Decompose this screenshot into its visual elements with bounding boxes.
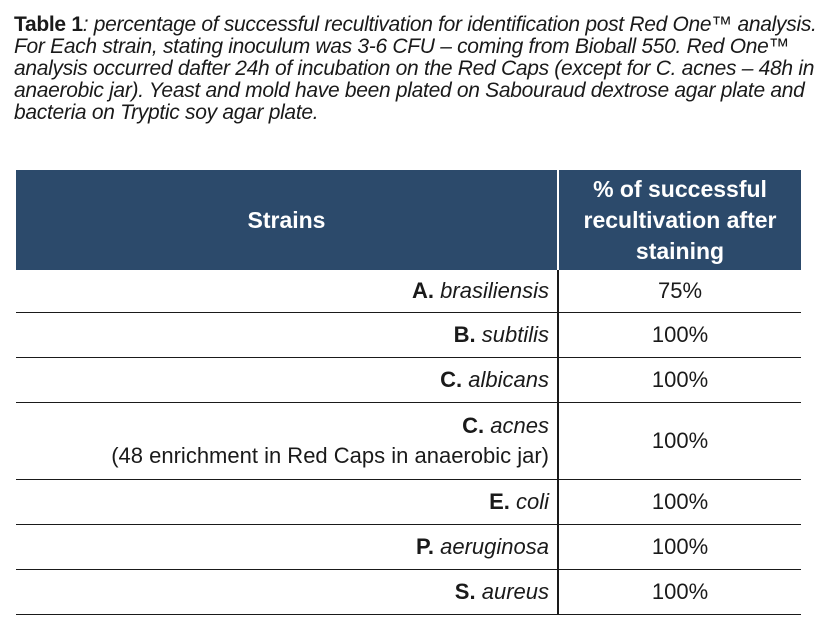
- recultivation-value: 100%: [558, 570, 801, 615]
- strain-cell: [16, 358, 558, 403]
- strain-cell: [16, 480, 558, 525]
- table-row: [16, 525, 801, 570]
- table-header-row: [16, 170, 801, 270]
- caption-lead: Table 1: [14, 13, 83, 36]
- recultivation-value: 75%: [558, 270, 801, 313]
- table-row: [16, 313, 801, 358]
- table-row: [16, 570, 801, 615]
- strain-species: coli: [515, 489, 549, 514]
- recultivation-value: 100%: [558, 525, 801, 570]
- strain-cell: [16, 525, 558, 570]
- strain-genus: C.: [440, 367, 463, 392]
- table-row: [16, 403, 801, 480]
- strain-genus: B.: [453, 322, 476, 347]
- strain-cell: [16, 403, 558, 480]
- table-row: [16, 358, 801, 403]
- strain-genus: E.: [489, 489, 510, 514]
- header-recultivation: % of successful recultivation after staining: [558, 170, 801, 270]
- strain-cell: [16, 570, 558, 615]
- strain-genus: C.: [462, 413, 485, 438]
- strain-species: aureus: [481, 579, 549, 604]
- strain-species: brasiliensis: [440, 278, 549, 303]
- strain-genus: A.: [412, 278, 435, 303]
- strain-cell: [16, 270, 558, 313]
- strain-note: (48 enrichment in Red Caps in anaerobic jar): [111, 443, 549, 468]
- table-row: [16, 480, 801, 525]
- header-strains: Strains: [16, 170, 558, 270]
- strain-cell: [16, 313, 558, 358]
- recultivation-value: 100%: [558, 313, 801, 358]
- strain-genus: S.: [454, 579, 476, 604]
- strain-species: aeruginosa: [440, 534, 549, 559]
- strain-genus: P.: [416, 534, 434, 559]
- recultivation-value: 100%: [558, 403, 801, 480]
- strain-species: acnes: [490, 413, 549, 438]
- table-row: [16, 270, 801, 313]
- strain-species: albicans: [468, 367, 549, 392]
- strain-species: subtilis: [481, 322, 549, 347]
- table-caption: [14, 14, 820, 124]
- recultivation-value: 100%: [558, 480, 801, 525]
- caption-text: : percentage of successful recultivation for identification post Red One™ analysis. For Each strain, stating inoculum was 3-6 CFU – coming from Bioball 550. Red One™ analysis occurred dafter 24h of incubation on the Red Caps (except for C. acnes – 48h in anaerobic jar). Yeast and mold have been plated on Sabouraud dextrose agar plate and bacteria on Tryptic soy agar plate.: [14, 13, 817, 124]
- recultivation-value: 100%: [558, 358, 801, 403]
- results-table: [16, 170, 801, 615]
